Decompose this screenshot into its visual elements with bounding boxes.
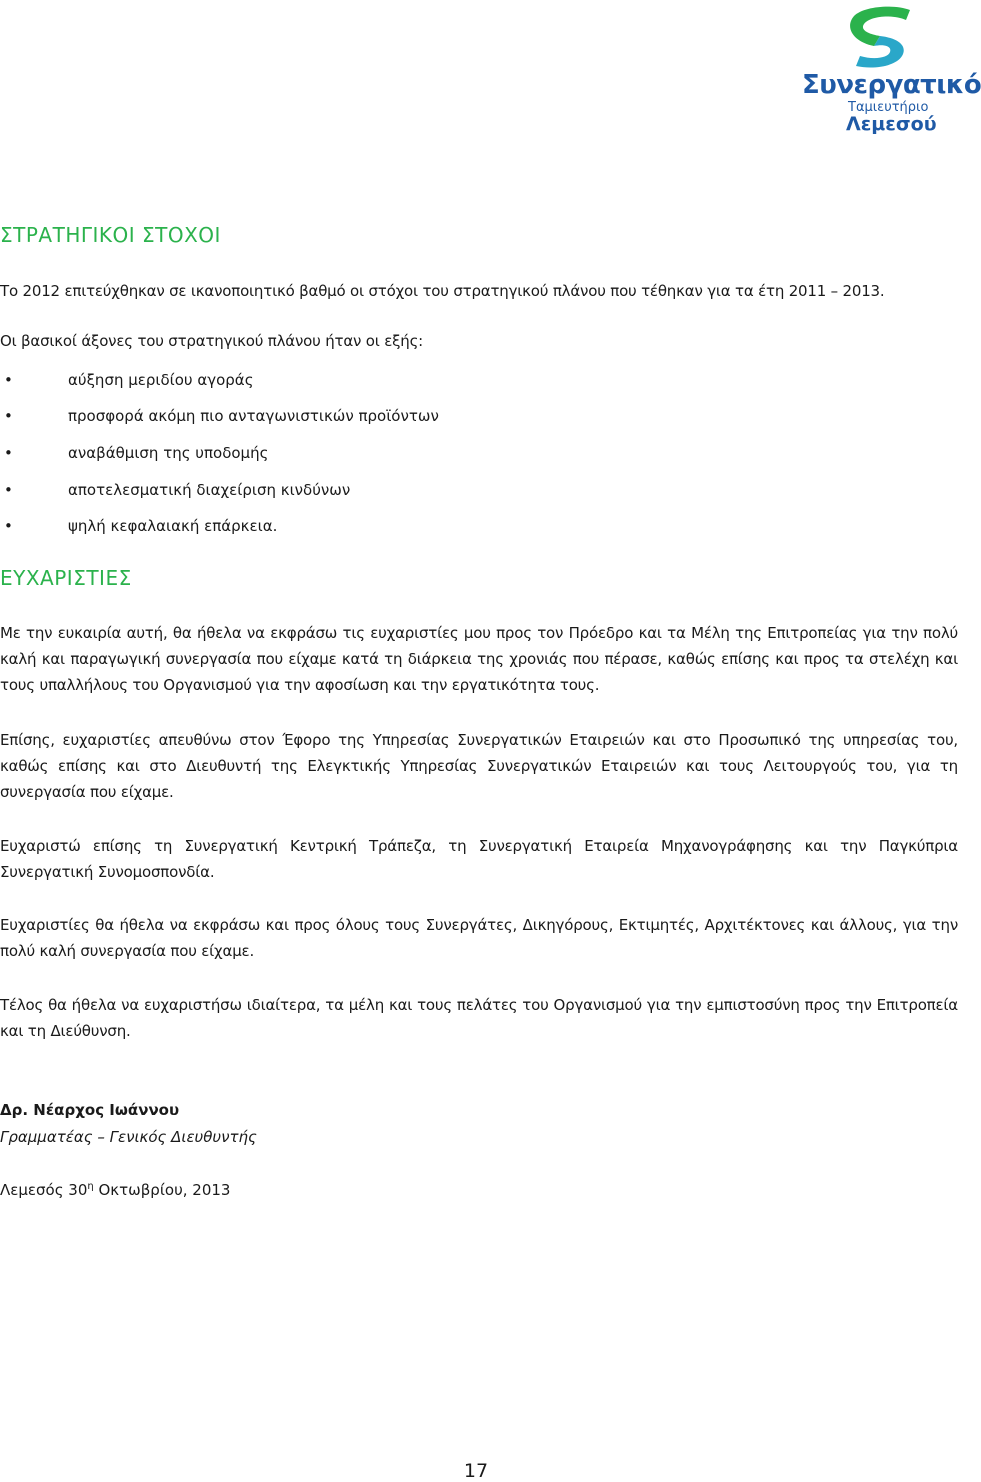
bullet-icon: • xyxy=(4,371,13,389)
date-prefix: Λεμεσός 30 xyxy=(0,1181,88,1199)
bullet-icon: • xyxy=(4,517,13,535)
signature-date xyxy=(0,1181,230,1199)
paragraph-strategic-intro: Το 2012 επιτεύχθηκαν σε ικανοποιητικό βαθμό οι στόχοι του στρατηγικού πλάνου που τέθηκαν για τα έτη 2011 – 2013. xyxy=(0,282,885,300)
paragraph-thanks-2: Επίσης, ευχαριστίες απευθύνω στον Έφορο της Υπηρεσίας Συνεργατικών Εταιρειών και στο Προσωπικό της υπηρεσίας του, καθώς επίσης και στο Διευθυντή της Ελεγκτικής Υπηρεσίας Συνεργατικών Εταιρειών και τους Λειτουργούς του, για τη συνεργασία που είχαμε. xyxy=(0,731,958,801)
bullet-icon: • xyxy=(4,481,13,499)
logo-emblem-icon xyxy=(802,2,958,74)
bullet-icon: • xyxy=(4,407,13,425)
list-item-text: αναβάθμιση της υποδομής xyxy=(68,444,269,462)
organization-logo xyxy=(802,2,981,136)
logo-city: Λεμεσού xyxy=(846,113,937,135)
paragraph-thanks-4: Ευχαριστίες θα ήθελα να εκφράσω και προς όλους τους Συνεργάτες, Δικηγόρους, Εκτιμητές, Αρχιτέκτονες και άλλους, για την πολύ καλή συνεργασία που είχαμε. xyxy=(0,916,958,960)
heading-thanks: ΕΥΧΑΡΙΣΤΙΕΣ xyxy=(0,566,132,590)
paragraph-thanks-1: Με την ευκαιρία αυτή, θα ήθελα να εκφράσω τις ευχαριστίες μου προς τον Πρόεδρο και τα Μέλη της Επιτροπείας για την πολύ καλή και παραγωγική συνεργασία που είχαμε κατά τη διάρκεια της χρονιάς που πέρασε, καθώς επίσης και προς τα στελέχη και τους υπαλλήλους του Οργανισμού για την αφοσίωση και την εργατικότητα τους. xyxy=(0,624,958,694)
logo-wordmark: Συνεργατικό xyxy=(802,70,981,100)
page-number: 17 xyxy=(463,1460,489,1482)
list-item-text: αποτελεσματική διαχείριση κινδύνων xyxy=(68,481,351,499)
logo-subtitle: Ταμιευτήριο xyxy=(848,100,929,115)
signatory-title: Γραμματέας – Γενικός Διευθυντής xyxy=(0,1128,257,1146)
date-superscript: η xyxy=(87,1181,94,1192)
date-suffix: Οκτωβρίου, 2013 xyxy=(93,1181,231,1199)
list-item-text: αύξηση μεριδίου αγοράς xyxy=(68,371,254,389)
paragraph-thanks-5: Τέλος θα ήθελα να ευχαριστήσω ιδιαίτερα, τα μέλη και τους πελάτες του Οργανισμού για την εμπιστοσύνη προς την Επιτροπεία και τη Διεύθυνση. xyxy=(0,996,958,1040)
signatory-name: Δρ. Νέαρχος Ιωάννου xyxy=(0,1101,180,1119)
bullet-icon: • xyxy=(4,444,13,462)
list-item-text: προσφορά ακόμη πιο ανταγωνιστικών προϊόντων xyxy=(68,407,439,425)
paragraph-strategic-axes: Οι βασικοί άξονες του στρατηγικού πλάνου ήταν οι εξής: xyxy=(0,332,424,350)
list-item-text: ψηλή κεφαλαιακή επάρκεια. xyxy=(68,517,278,535)
heading-strategic-goals: ΣΤΡΑΤΗΓΙΚΟΙ ΣΤΟΧΟΙ xyxy=(0,223,221,247)
paragraph-thanks-3: Ευχαριστώ επίσης τη Συνεργατική Κεντρική Τράπεζα, τη Συνεργατική Εταιρεία Μηχανογράφησης και την Παγκύπρια Συνεργατική Συνομοσπονδία. xyxy=(0,837,958,881)
